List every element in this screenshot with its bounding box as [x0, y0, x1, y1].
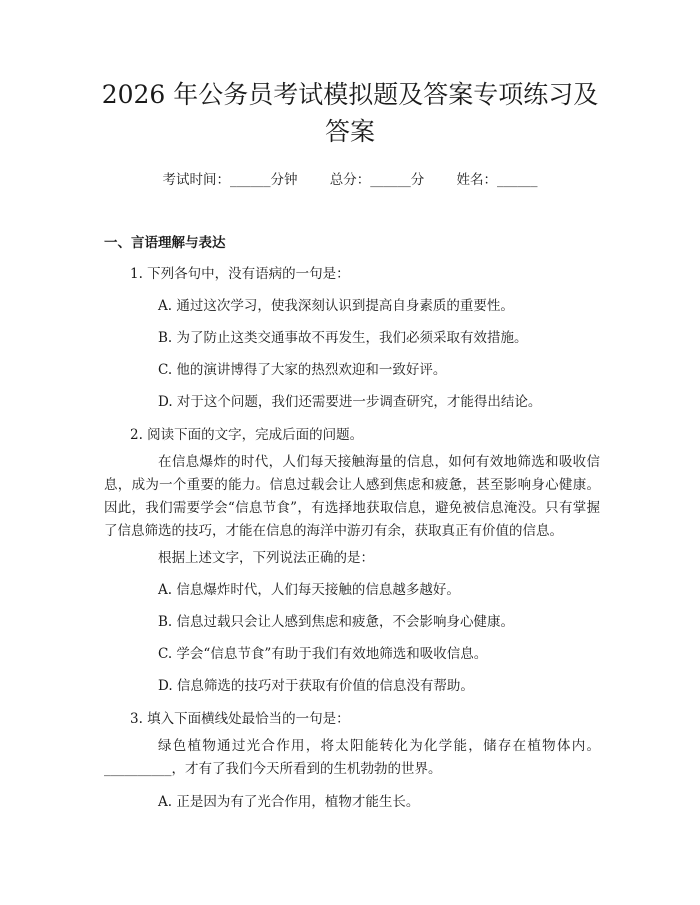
- question-2-option-d: D. 信息筛选的技巧对于获取有价值的信息没有帮助。: [158, 678, 474, 694]
- title-line-2: 答案: [324, 117, 375, 146]
- exam-time: 考试时间：______分钟: [162, 172, 298, 188]
- total-score: 总分：______分: [329, 172, 425, 188]
- question-1-option-c: C. 他的演讲博得了大家的热烈欢迎和一致好评。: [158, 362, 447, 378]
- question-1-option-d: D. 对于这个问题，我们还需要进一步调查研究，才能得出结论。: [158, 394, 542, 410]
- question-1-option-a: A. 通过这次学习，使我深刻认识到提高自身素质的重要性。: [158, 298, 514, 314]
- candidate-name: 姓名：______: [456, 172, 538, 188]
- page-title: [0, 76, 700, 150]
- question-3-option-a: A. 正是因为有了光合作用，植物才能生长。: [158, 794, 420, 810]
- title-line-1: 2026 年公务员考试模拟题及答案专项练习及: [101, 80, 599, 109]
- question-1-option-b: B. 为了防止这类交通事故不再发生，我们必须采取有效措施。: [158, 330, 528, 346]
- question-2-prompt: 根据上述文字，下列说法正确的是：: [158, 550, 374, 566]
- question-2-stem: 2. 阅读下面的文字，完成后面的问题。: [130, 427, 364, 443]
- question-2-option-b: B. 信息过载只会让人感到焦虑和疲惫，不会影响身心健康。: [158, 614, 515, 630]
- question-1-stem: 1. 下列各句中，没有语病的一句是：: [130, 266, 350, 282]
- question-2-option-c: C. 学会“信息节食”有助于我们有效地筛选和吸收信息。: [158, 646, 488, 662]
- exam-meta: [0, 168, 700, 188]
- question-2-passage: 在信息爆炸的时代，人们每天接触海量的信息，如何有效地筛选和吸收信息，成为一个重要的能力。信息过载会让人感到焦虑和疲惫，甚至影响身心健康。因此，我们需要学会“信息节食”，有选择地获取信息，避免被信息淹没。只有掌握了信息筛选的技巧，才能在信息的海洋中游刃有余，获取真正有价值的信息。: [104, 454, 600, 539]
- section-heading: 一、言语理解与表达: [104, 235, 226, 251]
- question-3-passage: 绿色植物通过光合作用，将太阳能转化为化学能，储存在植物体内。__________，才有了我们今天所看到的生机勃勃的世界。: [104, 738, 600, 777]
- question-3-stem: 3. 填入下面横线处最恰当的一句是：: [130, 711, 350, 727]
- question-2-option-a: A. 信息爆炸时代，人们每天接触的信息越多越好。: [158, 582, 460, 598]
